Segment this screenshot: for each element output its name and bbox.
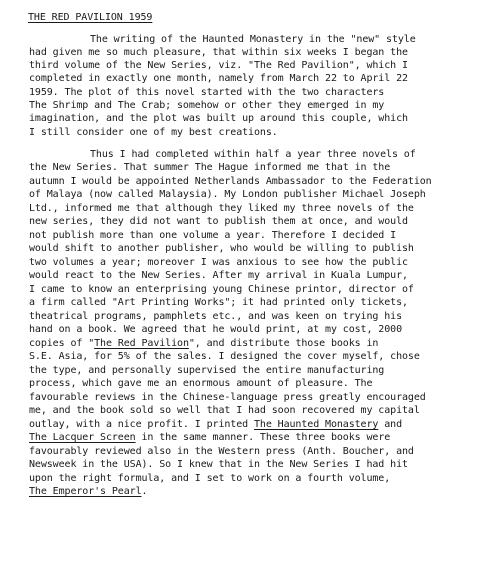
paragraph-line: new series, they did not want to publish them at once, and would [29, 216, 408, 227]
paragraph-line [29, 485, 147, 498]
paragraph-line: 1959. The plot of this novel started with the two characters [29, 87, 385, 98]
paragraph-line: Newsweek in the USA). So I knew that in the New Series I had hit [29, 459, 408, 470]
paragraph-line: I came to know an enterprising young Chinese printor, director of [29, 284, 414, 295]
paragraph-line: The writing of the Haunted Monastery in the "new" style [90, 34, 416, 45]
paragraph-line [29, 431, 390, 444]
line-text: and [378, 419, 403, 430]
book-title-red-pavilion: The Red Pavilion [94, 338, 189, 349]
line-text: ", and distribute those books in [188, 338, 379, 349]
paragraph-line: favourable reviews in the Chinese-language press greatly encouraged [29, 392, 426, 403]
paragraph-line: not publish more than one volume a year. Therefore I decided I [29, 230, 397, 241]
book-title-haunted-monastery: The Haunted Monastery [253, 419, 379, 430]
book-title-lacquer-screen: The Lacquer Screen [29, 432, 136, 443]
paragraph-line: Ltd., informed me that although they liked my three novels of the [29, 203, 414, 214]
paragraph-line: upon the right formula, and I set to work on a fourth volume, [29, 473, 391, 484]
book-title-emperors-pearl: The Emperor's Pearl [29, 486, 142, 497]
paragraph-line: the type, and personally supervised the entire manufacturing [29, 365, 385, 376]
paragraph-line: would react to the New Series. After my arrival in Kuala Lumpur, [29, 270, 408, 281]
paragraph-line: hand on a book. We agreed that he would print, at my cost, 2000 [29, 324, 402, 335]
paragraph-line: would shift to another publisher, who would be willing to publish [29, 243, 414, 254]
paragraph-line: third volume of the New Series, viz. "The Red Pavilion", which I [29, 60, 408, 71]
paragraph-line: autumn I would be appointed Netherlands Ambassador to the Federation [29, 176, 432, 187]
paragraph-line: me, and the book sold so well that I had soon recovered my capital [29, 405, 420, 416]
line-text: in the same manner. These three books were [135, 432, 391, 443]
page-title: THE RED PAVILION 1959 [28, 12, 153, 23]
paragraph-line: The Shrimp and The Crab; somehow or other they emerged in my [29, 100, 385, 111]
paragraph-line: favourably reviewed also in the Western press (Anth. Boucher, and [29, 446, 414, 457]
line-text: copies of " [29, 338, 95, 349]
paragraph-line: a firm called "Art Printing Works"; it had printed only tickets, [29, 297, 408, 308]
paragraph-line: imagination, and the plot was built up around this couple, which [29, 113, 408, 124]
paragraph-line [29, 418, 402, 431]
paragraph-line: the New Series. That summer The Hague informed me that in the [29, 162, 391, 173]
line-text: outlay, with a nice profit. I printed [29, 419, 254, 430]
paragraph-line [29, 337, 378, 350]
line-text: . [141, 486, 148, 497]
paragraph-line: I still consider one of my best creations. [29, 127, 278, 138]
paragraph-line: Thus I had completed within half a year three novels of [90, 149, 416, 160]
paragraph-line: S.E. Asia, for 5% of the sales. I designed the cover myself, chose [29, 351, 420, 362]
paragraph-line: theatrical programs, pamphlets etc., and was keen on trying his [29, 311, 402, 322]
paragraph-line: had given me so much pleasure, that within six weeks I began the [29, 47, 408, 58]
paragraph-line: two volumes a year; moreover I was anxious to see how the public [29, 257, 408, 268]
paragraph-line: process, which gave me an enormous amount of pleasure. The [29, 378, 373, 389]
paragraph-line: completed in exactly one month, namely from March 22 to April 22 [29, 73, 408, 84]
paragraph-line: of Malaya (now called Malaysia). My London publisher Michael Joseph [29, 189, 426, 200]
